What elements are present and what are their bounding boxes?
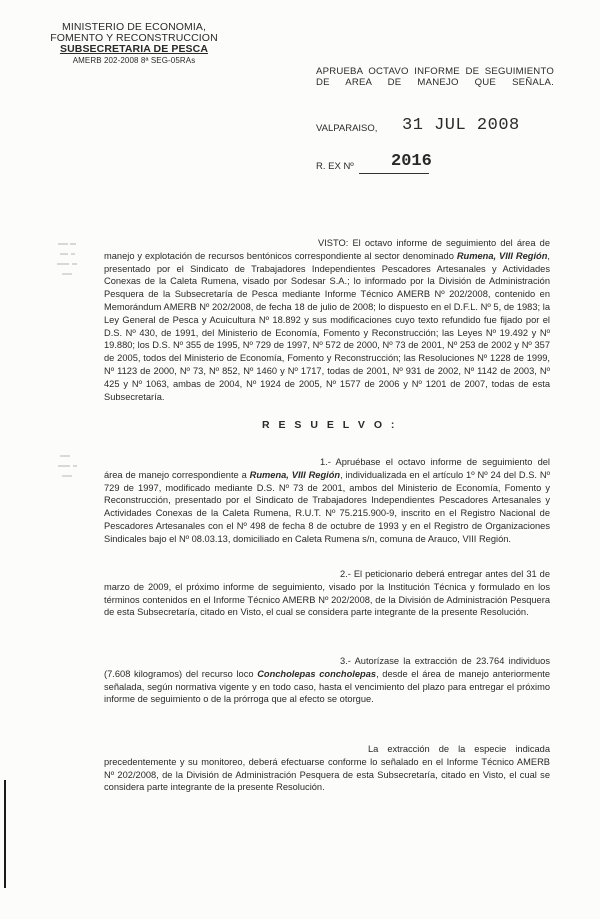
visto-paragraph xyxy=(104,237,550,403)
place-label: VALPARAISO, xyxy=(316,123,378,134)
ministry-line-1: MINISTERIO DE ECONOMIA, xyxy=(61,21,207,33)
subsecretaria-line: SUBSECRETARIA DE PESCA xyxy=(59,43,209,55)
item-4-text: La extracción de la especie indicada precedentemente y su monitoreo, deberá efectuarse conforme lo señalado en el Informe Técnico AMERB Nº 202/2008, de la División de Administración Pesquera de esta Subsecretaría, citado en Visto, el cual se considera parte integrante de la presente Resolución. xyxy=(104,744,550,793)
item-1-sector: Rumena, VIII Región xyxy=(249,469,341,480)
file-reference: AMERB 202-2008 8ª SEG-05RAs xyxy=(72,56,196,65)
item-3-species: Concholepas concholepas xyxy=(257,668,377,679)
item-2-text: 2.- El peticionario deberá entregar antes del 31 de marzo de 2009, el próximo informe de seguimiento, visado por la Institución Técnica y formulado en los términos contenidos en el Informe Técnico AMERB Nº 202/2008, de la División de Administración Pesquera de esta Subsecretaría, citado en Visto, el cual se considera parte integrante de la presente Resolución. xyxy=(104,569,550,618)
visto-text-1: VISTO: El octavo informe de seguimiento del área de manejo y explotación de recursos bentónicos correspondiente al sector denominado xyxy=(104,238,550,261)
scan-edge-mark xyxy=(4,780,6,888)
resolution-label: R. EX Nº xyxy=(316,161,354,172)
item-1-text-b: , individualizada en el artículo 1º Nº 24 del D.S. Nº 729 de 1997, modificado mediante D.S. Nº 73 de 2001, ambos del Ministerio de Economía, Fomento y Reconstrucción, presentado por el Sindicato de Trabajadores Independientes Pescadores Artesanales y Actividades Conexas de la Caleta Rumena, R.U.T. Nº 75.215.900-9, inscrito en el Registro Nacional de Pescadores Artesanales con el Nº 498 de fecha 8 de octubre de 1993 y en el Registro de Organizaciones Sindicales bajo el Nº 08.03.13, domiciliado en Caleta Rumena s/n, comuna de Arauco, VIII Región. xyxy=(104,469,550,544)
item-1-paragraph xyxy=(104,456,550,546)
place-date xyxy=(316,117,556,137)
item-3-text-b: , desde el área de manejo anteriormente señalada, según normativa vigente y en todo caso, hasta el vencimiento del plazo para entregar el próximo informe de seguimiento o de la prórroga que al efecto se otorgue. xyxy=(104,668,550,705)
item-3-paragraph xyxy=(104,655,550,706)
resolution-underline xyxy=(359,173,429,174)
resolution-number-value: 2016 xyxy=(391,152,432,171)
visto-sector: Rumena, VIII Región xyxy=(456,250,548,261)
resuelvo-heading: R E S U E L V O : xyxy=(262,419,398,431)
ministry-header xyxy=(44,22,224,66)
visto-text-2: , presentado por el Sindicato de Trabajadores Independientes Pescadores Artesanales y Actividades Conexas de la Caleta Rumena, visado por Sodesar S.A.; lo informado por la División de Administración Pesquera de la Subsecretaría de Pesca mediante Informe Técnico AMERB Nº 202/2008, contenido en Memorándum AMERB Nº 202/2008, de fecha 18 de julio de 2008; lo dispuesto en el D.F.L. Nº 5, de 1983; la Ley General de Pesca y Acuicultura Nº 18.892 y sus modificaciones cuyo texto refundido fue fijado por el D.S. Nº 430, de 1991, del Ministerio de Economía, Fomento y Reconstrucción; las Leyes Nº 19.492 y Nº 19.880; los D.S. Nº 355 de 1995, Nº 729 de 1997, Nº 572 de 2000, Nº 73 de 2001, Nº 253 de 2002 y Nº 357 de 2005, todos del Ministerio de Economía, Fomento y Reconstrucción; las Resoluciones Nº 1228 de 1999, Nº 1123 de 2000, Nº 73, Nº 852, Nº 1460 y Nº 1717, todas de 2001, Nº 931 de 2002, Nº 1142 de 2003, Nº 425 y Nº 1063, ambas de 2004, Nº 1924 de 2005, Nº 1577 de 2006 y Nº 1201 de 2007, todas de esta Subsecretaría. xyxy=(104,250,550,402)
document-title: APRUEBA OCTAVO INFORME DE SEGUIMIENTO DE AREA DE MANEJO QUE SEÑALA. xyxy=(316,66,554,88)
margin-scribble xyxy=(54,452,84,492)
margin-annotation-2 xyxy=(54,452,84,492)
margin-annotation-1 xyxy=(54,240,84,300)
item-4-paragraph xyxy=(104,743,550,794)
ministry-line-2: FOMENTO Y RECONSTRUCCION xyxy=(50,32,218,44)
stamped-date: 31 JUL 2008 xyxy=(402,116,520,135)
item-2-paragraph xyxy=(104,568,550,619)
item-3-text-a: 3.- Autorízase la extracción de 23.764 individuos (7.608 kilogramos) del recurso loco xyxy=(104,656,550,679)
resolution-number xyxy=(316,153,456,175)
item-1-text-a: 1.- Apruébase el octavo informe de seguimiento del área de manejo correspondiente a xyxy=(104,457,550,480)
margin-scribble xyxy=(54,240,84,300)
